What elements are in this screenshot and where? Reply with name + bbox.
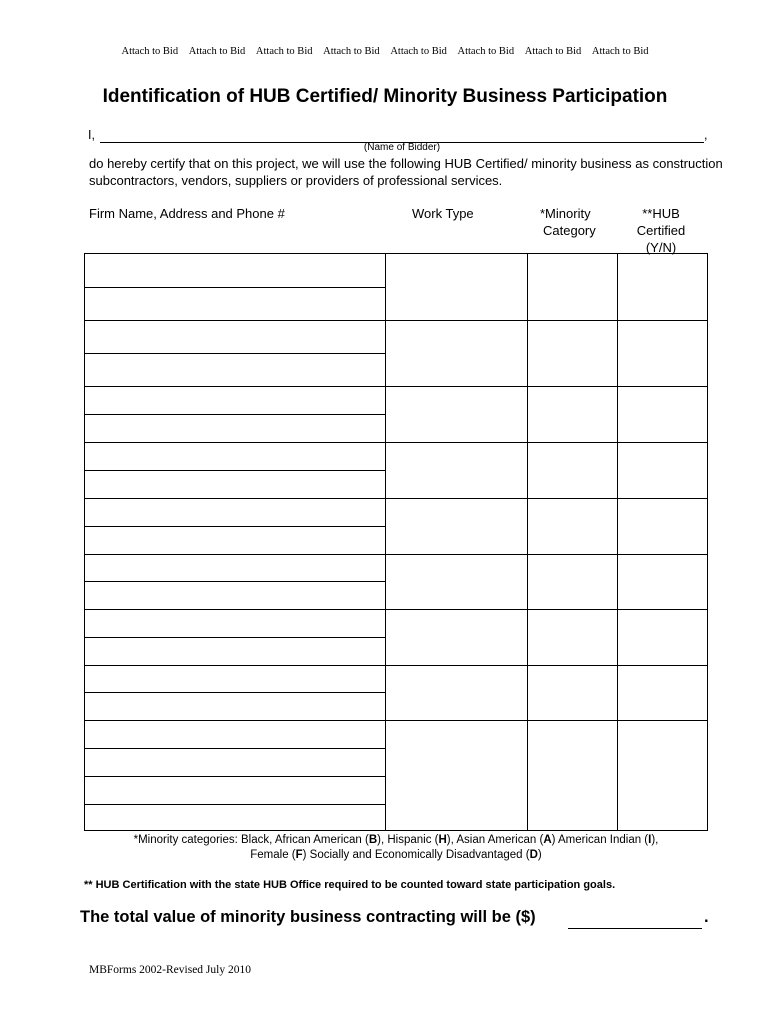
sub-row-divider [85,526,385,527]
bidder-caption: (Name of Bidder) [363,142,441,153]
sub-row-divider [85,692,385,693]
sub-row-divider [85,353,385,354]
sub-row-divider [85,287,385,288]
column-header-minority-category [540,205,596,239]
note-text: ) Socially and Economically Disadvantaged ( [302,849,530,861]
sub-row-divider [85,581,385,582]
attach-label: Attach to Bid [390,46,447,57]
sub-row-divider [85,470,385,471]
note-text: ), Hispanic ( [377,834,439,846]
sub-row-divider [85,748,385,749]
column-header-line: *Minority [540,206,591,221]
form-footer: MBForms 2002-Revised July 2010 [89,964,251,976]
column-header-line: (Y/N) [645,240,677,255]
attach-label: Attach to Bid [457,46,515,57]
note-text: *Minority categories: Black, African American ( [133,834,369,846]
participation-table[interactable] [84,253,708,831]
attach-to-bid-banner [0,46,770,57]
note-text: Female ( [250,849,296,861]
sub-row-divider [85,804,385,805]
row-divider [85,720,707,721]
column-header-work-type: Work Type [412,206,474,221]
total-value-field[interactable] [568,928,702,929]
minority-categories-note [84,833,708,863]
row-divider [85,386,707,387]
row-divider [85,442,707,443]
hub-certification-note: ** HUB Certification with the state HUB Office required to be counted toward state participation goals. [84,879,616,891]
note-code: F [295,849,303,861]
note-line [84,833,708,848]
note-code: A [543,834,552,846]
note-text: ) American Indian ( [551,834,649,846]
total-value-statement: The total value of minority business contracting will be ($) [80,908,536,926]
note-text: ) [537,849,542,861]
note-text: ), [651,834,659,846]
bidder-prefix: I, [88,128,95,142]
sub-row-divider [85,414,385,415]
row-divider [85,320,707,321]
attach-label: Attach to Bid [323,46,380,57]
attach-label: Attach to Bid [255,46,313,57]
note-code: H [438,834,447,846]
column-header-firm: Firm Name, Address and Phone # [89,206,285,221]
sub-row-divider [85,637,385,638]
note-code: I [648,834,652,846]
column-header-hub-certified [624,205,698,256]
attach-label: Attach to Bid [591,46,649,57]
attach-label: Attach to Bid [121,46,179,57]
note-code: B [368,834,378,846]
note-line [84,848,708,863]
attach-label: Attach to Bid [524,46,582,57]
row-divider [85,665,707,666]
total-value-suffix: . [704,908,709,926]
column-header-line: Certified [636,223,686,238]
column-divider [527,254,528,830]
note-text: ), Asian American ( [446,834,544,846]
note-code: D [529,849,538,861]
certification-text: do hereby certify that on this project, we will use the following HUB Certified/ minority business as construction subcontractors, vendors, suppliers or providers of professional services. [89,156,723,188]
column-divider [385,254,386,830]
attach-label: Attach to Bid [188,46,246,57]
column-header-line: **HUB [642,206,680,221]
column-header-line: Category [543,223,596,238]
sub-row-divider [85,776,385,777]
row-divider [85,609,707,610]
column-divider [617,254,618,830]
row-divider [85,554,707,555]
bidder-suffix: , [704,128,708,142]
form-title: Identification of HUB Certified/ Minority Business Participation [102,86,668,107]
row-divider [85,498,707,499]
